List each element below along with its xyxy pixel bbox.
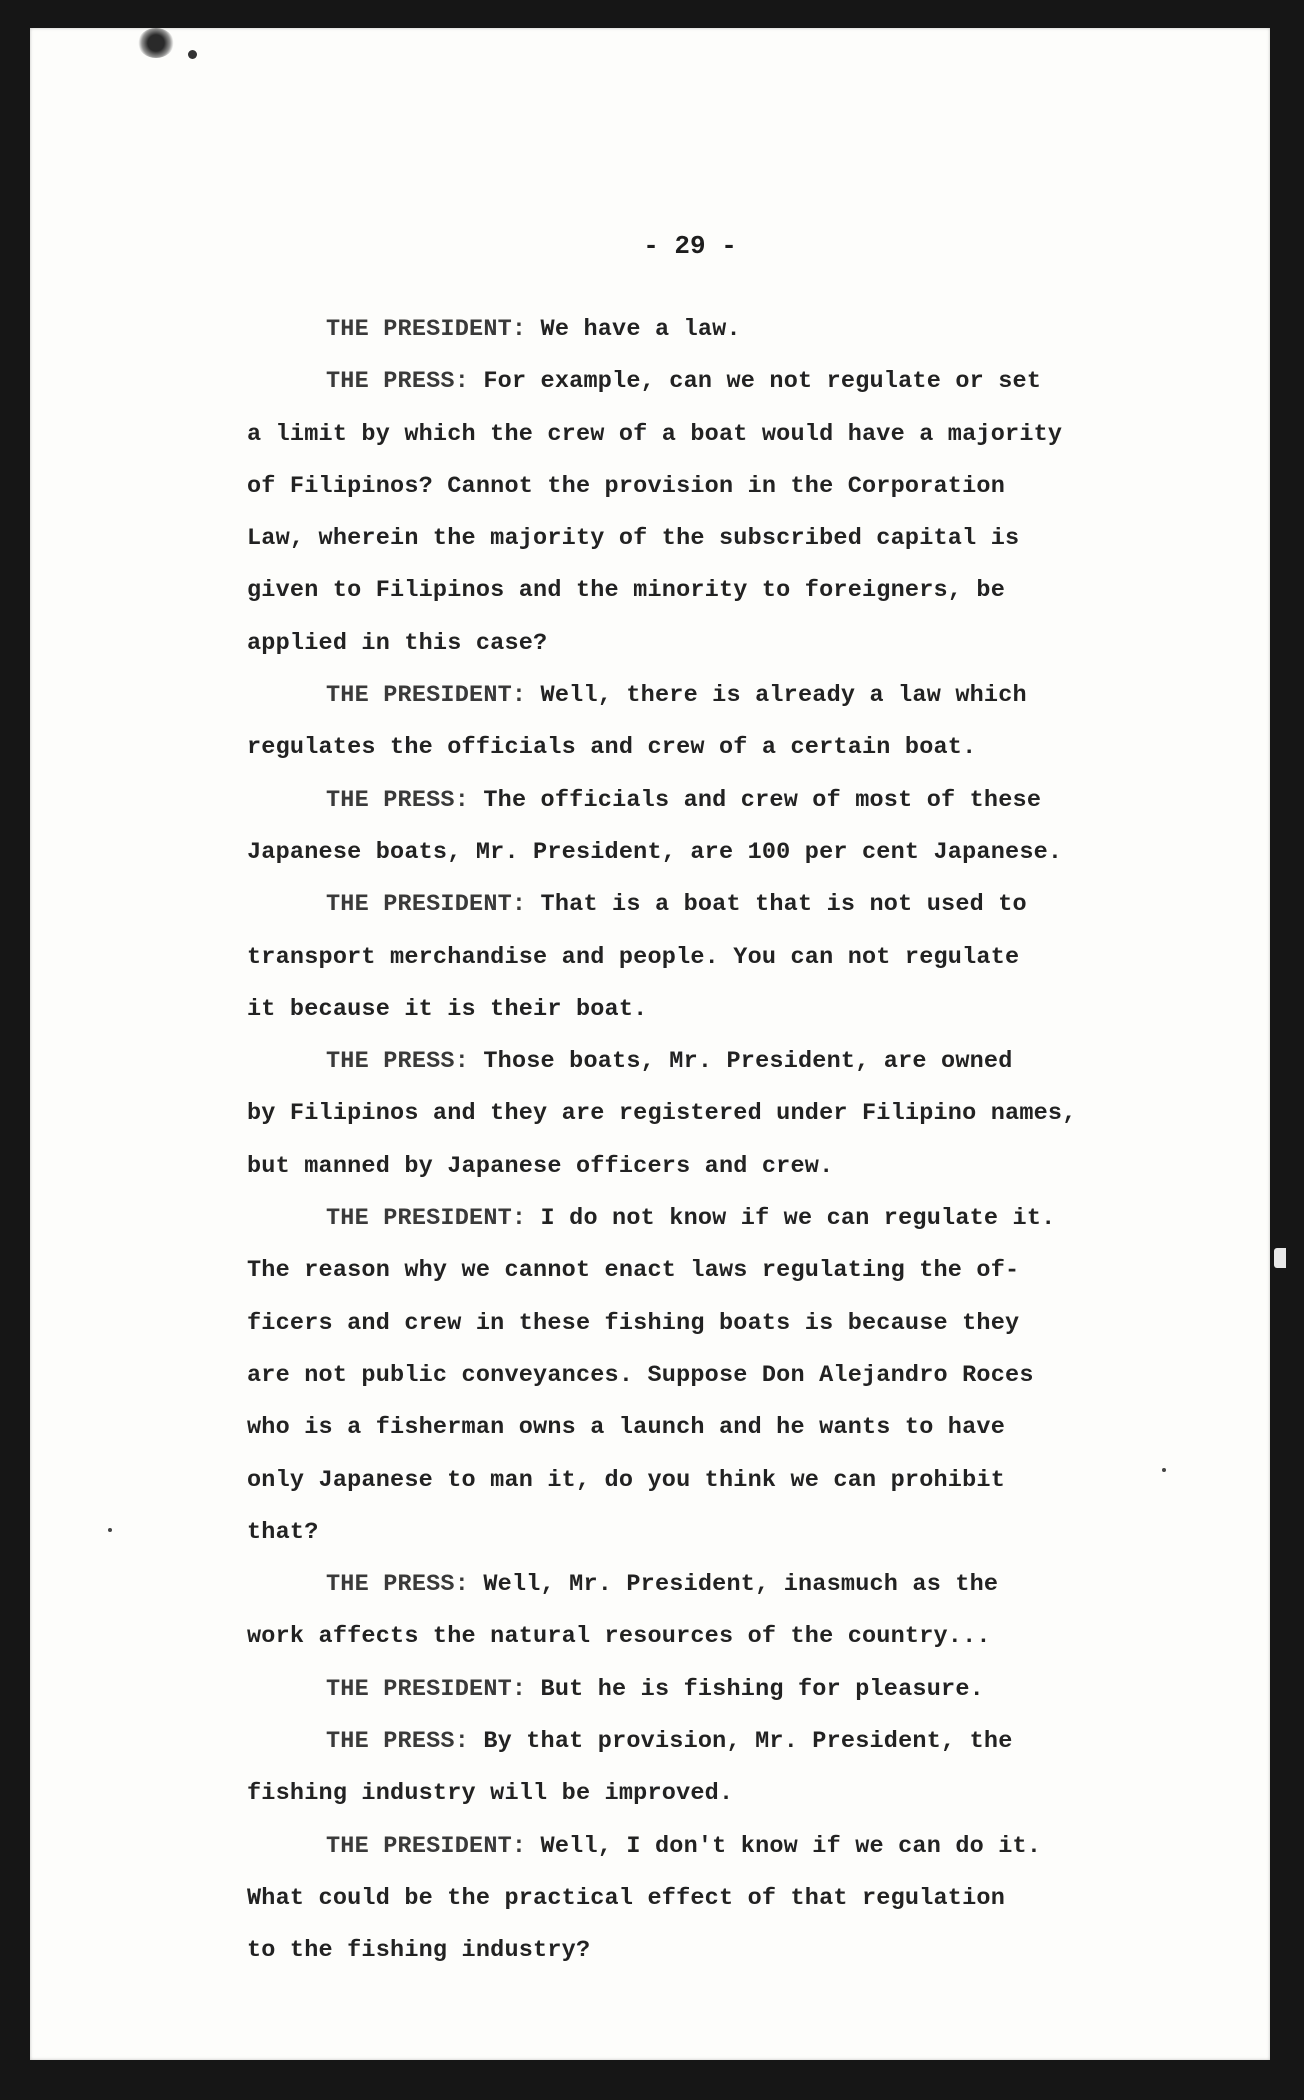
edge-tab <box>1274 1248 1286 1268</box>
speaker-label: THE PRESS: <box>326 1048 470 1076</box>
transcript-paragraph <box>247 1036 1177 1193</box>
speaker-label: THE PRESIDENT: <box>326 891 527 919</box>
transcript-paragraph <box>247 670 1177 775</box>
speaker-label: THE PRESIDENT: <box>326 1832 527 1860</box>
transcript-paragraph <box>247 1821 1177 1978</box>
paragraph-text: But he is fishing for pleasure. <box>540 1675 984 1703</box>
page-number: - 29 - <box>643 231 737 261</box>
paragraph-text: For example, can we not regulate or set a limit by which the crew of a boat would have a majority of Filipinos? Cannot the provision in the Corporation Law, wherein the majority of the subscribed capital is given to Filipinos and the minority to foreigners, be applied in this case? <box>247 368 1063 657</box>
speaker-label: THE PRESS: <box>326 1571 470 1599</box>
transcript-paragraph <box>247 356 1177 670</box>
paragraph-text: That is a boat that is not used to transport merchandise and people. You can not regulate it because it is their boat. <box>247 891 1027 1023</box>
paragraph-text: The officials and crew of most of these Japanese boats, Mr. President, are 100 per cent Japanese. <box>247 786 1063 866</box>
speaker-label: THE PRESIDENT: <box>326 1205 527 1233</box>
paragraph-text: We have a law. <box>540 316 741 343</box>
transcript-paragraph <box>247 1559 1177 1664</box>
paragraph-text: Those boats, Mr. President, are owned by Filipinos and they are registered under Filipino names, but manned by Japanese officers and crew. <box>247 1048 1077 1180</box>
speaker-label: THE PRESIDENT: <box>326 682 527 710</box>
speaker-label: THE PRESIDENT: <box>326 316 527 343</box>
transcript-paragraph <box>247 1193 1177 1559</box>
transcript-paragraph <box>247 1716 1177 1821</box>
transcript-paragraph <box>247 1664 1177 1716</box>
paragraph-text: Well, I don't know if we can do it. What could be the practical effect of that regulation to the fishing industry? <box>247 1832 1042 1965</box>
paragraph-text: Well, Mr. President, inasmuch as the work affects the natural resources of the country... <box>247 1571 999 1651</box>
transcript-body <box>247 304 1177 1978</box>
transcript-paragraph <box>247 775 1177 880</box>
paragraph-text: By that provision, Mr. President, the fishing industry will be improved. <box>247 1728 1013 1808</box>
speaker-label: THE PRESS: <box>326 368 470 396</box>
transcript-paragraph <box>247 879 1177 1036</box>
speaker-label: THE PRESS: <box>326 786 470 814</box>
speaker-label: THE PRESIDENT: <box>326 1675 527 1703</box>
ink-speck <box>188 50 197 59</box>
paragraph-text: I do not know if we can regulate it. The reason why we cannot enact laws regulating the of- ficers and crew in these fishing boats is because they are not public conveyances. Suppose Don Alejandro Roces who is a fisherman owns a launch and he wants to have only Japanese to man it, do you think we can prohibit that? <box>247 1205 1056 1546</box>
transcript-paragraph <box>247 304 1177 356</box>
speaker-label: THE PRESS: <box>326 1728 470 1756</box>
ink-stain <box>138 28 174 58</box>
dust-speck <box>108 1528 112 1532</box>
paragraph-text: Well, there is already a law which regulates the officials and crew of a certain boat. <box>247 682 1027 762</box>
